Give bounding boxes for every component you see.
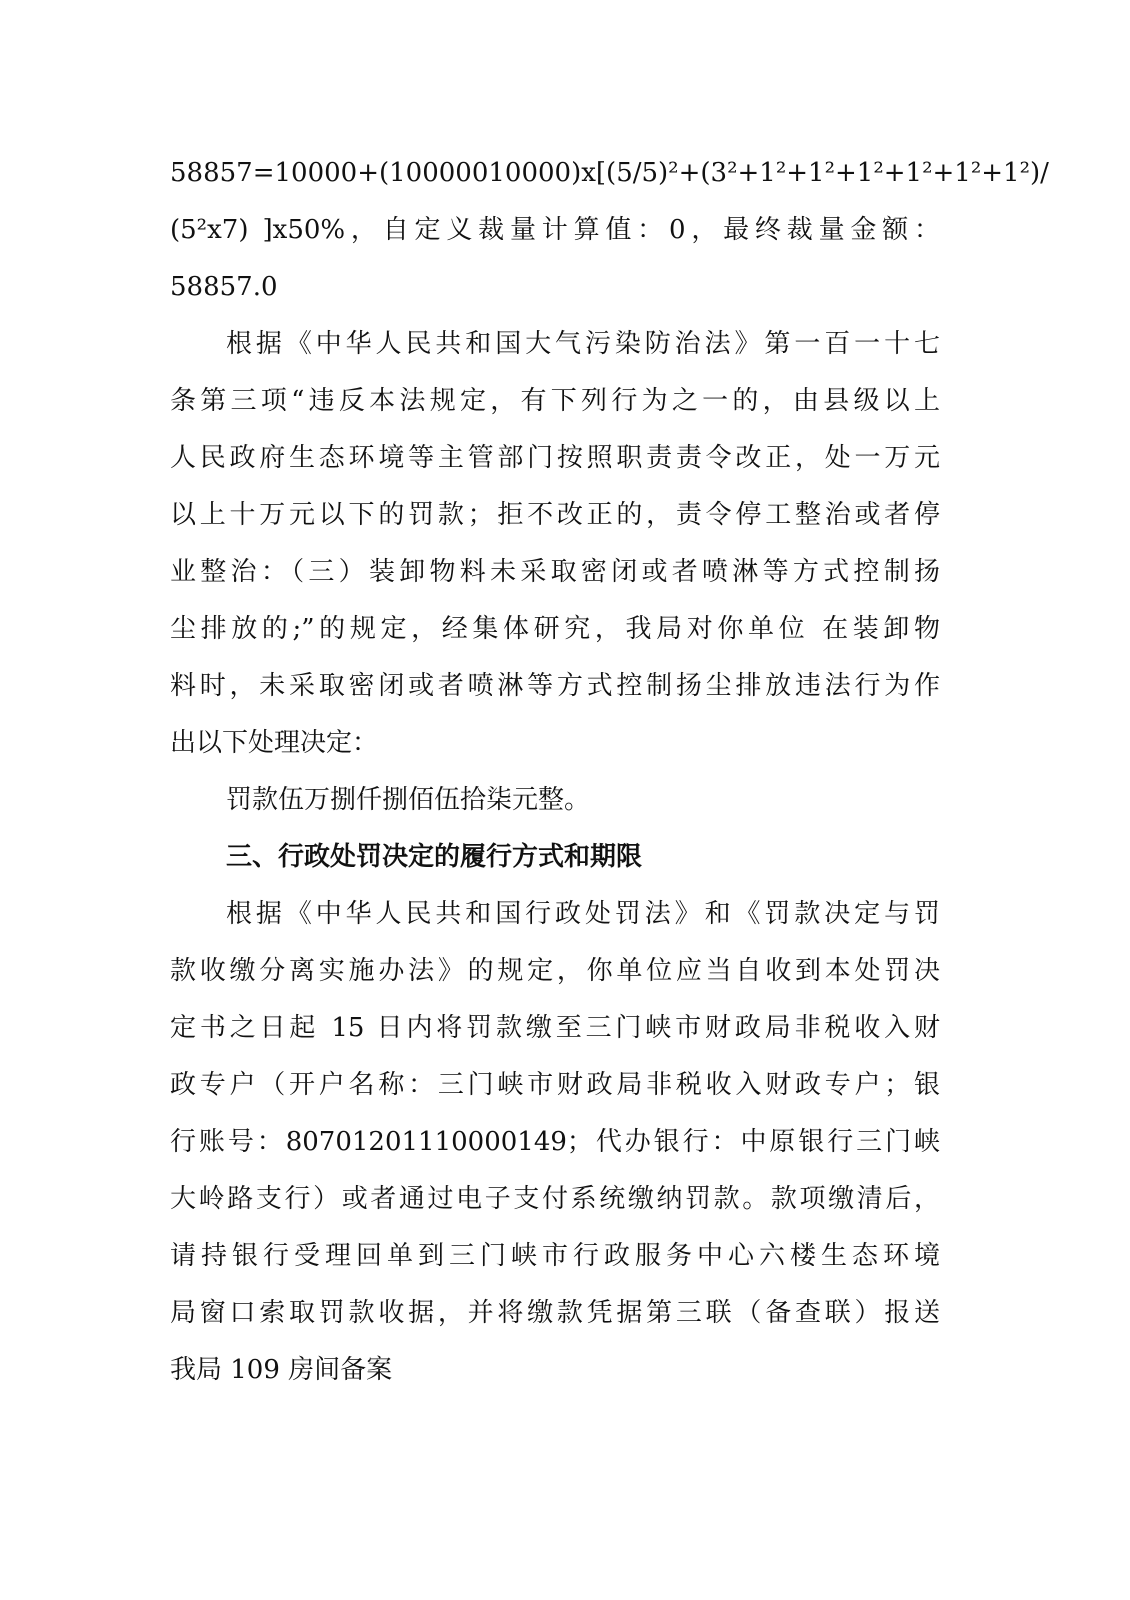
paragraph-line: 定书之日起 15 日内将罚款缴至三门峡市财政局非税收入财 xyxy=(170,1013,940,1043)
paragraph-line: 政专户（开户名称：三门峡市财政局非税收入财政专户；银 xyxy=(170,1070,940,1100)
paragraph-line: 行账号：80701201110000149；代办银行：中原银行三门峡 xyxy=(170,1127,940,1157)
paragraph-line: 业整治：（三）装卸物料未采取密闭或者喷淋等方式控制扬 xyxy=(170,557,940,587)
paragraph-line: 根据《中华人民共和国大气污染防治法》第一百一十七 xyxy=(226,329,940,359)
paragraph-line: 款收缴分离实施办法》的规定，你单位应当自收到本处罚决 xyxy=(170,956,940,986)
paragraph-line: 料时，未采取密闭或者喷淋等方式控制扬尘排放违法行为作 xyxy=(170,671,940,701)
paragraph-line: 请持银行受理回单到三门峡市行政服务中心六楼生态环境 xyxy=(170,1241,940,1271)
paragraph-line: 根据《中华人民共和国行政处罚法》和《罚款决定与罚 xyxy=(226,899,940,929)
paragraph-line: 我局 109 房间备案 xyxy=(170,1355,393,1385)
paragraph-line: 条第三项“违反本法规定，有下列行为之一的，由县级以上 xyxy=(170,386,940,416)
formula-line-2: (5²x7) ]x50%，自定义裁量计算值：0，最终裁量金额： xyxy=(170,215,940,245)
penalty-line: 罚款伍万捌仟捌佰伍拾柒元整。 xyxy=(226,785,591,815)
paragraph-line: 尘排放的;”的规定，经集体研究，我局对你单位 在装卸物 xyxy=(170,614,940,644)
section-heading: 三、行政处罚决定的履行方式和期限 xyxy=(226,842,643,872)
paragraph-line: 大岭路支行）或者通过电子支付系统缴纳罚款。款项缴清后， xyxy=(170,1184,940,1214)
formula-line-1: 58857=10000+(10000010000)x[(5/5)²+(3²+1²+1²+1²+1²+1²+1²)/ xyxy=(170,158,1049,188)
paragraph-line: 以上十万元以下的罚款；拒不改正的，责令停工整治或者停 xyxy=(170,500,940,530)
paragraph-line: 出以下处理决定： xyxy=(170,728,379,758)
document-body xyxy=(170,145,1049,1399)
paragraph-line: 人民政府生态环境等主管部门按照职责责令改正，处一万元 xyxy=(170,443,940,473)
paragraph-line: 局窗口索取罚款收据，并将缴款凭据第三联（备查联）报送 xyxy=(170,1298,940,1328)
formula-line-3: 58857.0 xyxy=(170,272,278,302)
